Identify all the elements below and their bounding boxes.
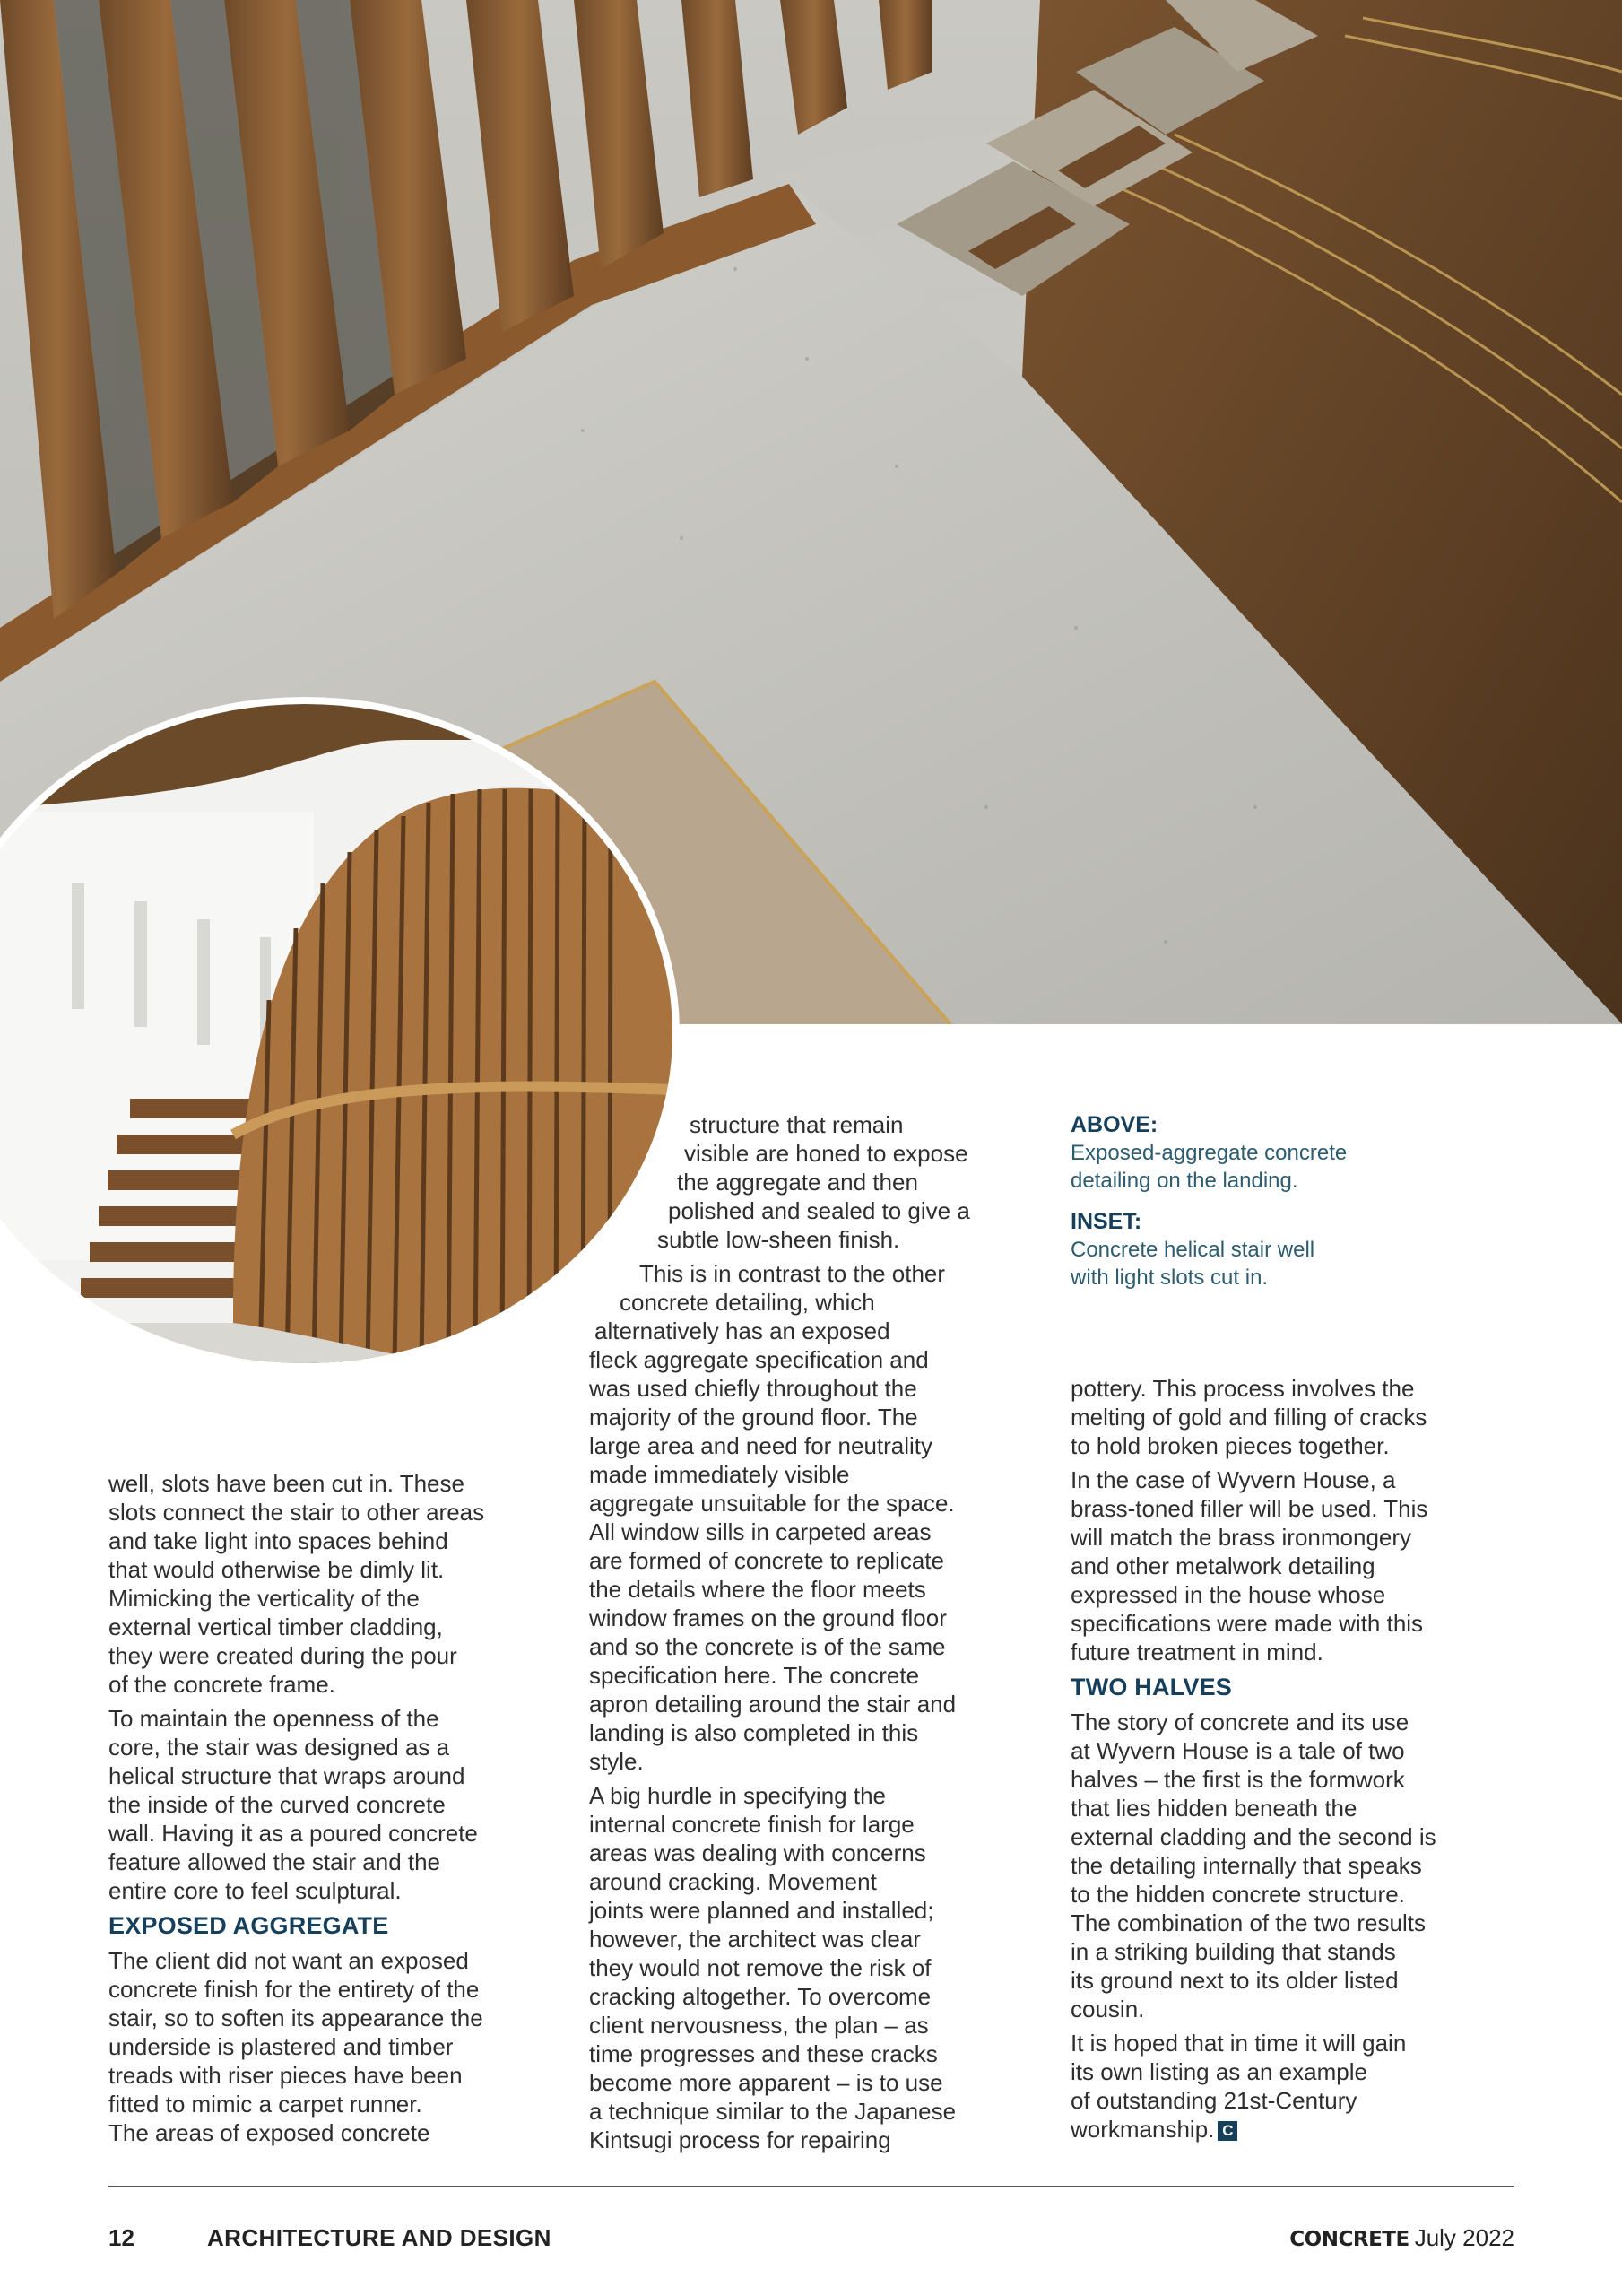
text-line: structure that remain bbox=[690, 1111, 904, 1138]
text-line: in a striking building that stands bbox=[1071, 1938, 1396, 1965]
text-line bbox=[1071, 2115, 1519, 2144]
paragraph bbox=[1071, 1708, 1519, 2023]
text-line: internal concrete finish for large bbox=[589, 1811, 915, 1838]
text-line: landing is also completed in this bbox=[589, 1719, 919, 1746]
text-line: the details where the floor meets bbox=[589, 1576, 926, 1603]
text-line: to hold broken pieces together. bbox=[1071, 1432, 1390, 1459]
paragraph bbox=[1071, 1465, 1519, 1666]
text-line: treads with riser pieces have been bbox=[108, 2062, 463, 2089]
text-line: its ground next to its older listed bbox=[1071, 1967, 1399, 1994]
text-line: specification here. The concrete bbox=[589, 1662, 920, 1689]
article-column-2 bbox=[589, 1110, 1037, 2160]
text-line: that lies hidden beneath the bbox=[1071, 1795, 1357, 1822]
article-column-3 bbox=[1071, 1374, 1519, 2149]
inset-photo bbox=[0, 704, 672, 1363]
text-line: at Wyvern House is a tale of two bbox=[1071, 1737, 1405, 1764]
text-line: halves – the first is the formwork bbox=[1071, 1766, 1405, 1793]
text-line: In the case of Wyvern House, a bbox=[1071, 1466, 1396, 1493]
paragraph bbox=[108, 1469, 557, 1699]
text-line: however, the architect was clear bbox=[589, 1926, 921, 1952]
page-footer bbox=[108, 2221, 1514, 2257]
text-line: cousin. bbox=[1071, 1996, 1145, 2022]
text-line: visible are honed to expose bbox=[684, 1140, 968, 1167]
text-fragment: workmanship. bbox=[1071, 2116, 1215, 2143]
text-line: to the hidden concrete structure. bbox=[1071, 1881, 1405, 1908]
text-line: the inside of the curved concrete bbox=[108, 1791, 446, 1818]
text-line: well, slots have been cut in. These bbox=[108, 1470, 464, 1497]
captions bbox=[1071, 1110, 1483, 1304]
caption-line: with light slots cut in. bbox=[1071, 1265, 1269, 1290]
text-line: fitted to mimic a carpet runner. bbox=[108, 2091, 422, 2118]
text-line: future treatment in mind. bbox=[1071, 1639, 1323, 1665]
text-line: become more apparent – is to use bbox=[589, 2069, 943, 2096]
text-line: made immediately visible bbox=[589, 1461, 850, 1488]
text-line: window frames on the ground floor bbox=[589, 1605, 947, 1631]
text-line: apron detailing around the stair and bbox=[589, 1691, 957, 1718]
text-line: This is in contrast to the other bbox=[639, 1260, 946, 1287]
text-line: stair, so to soften its appearance the bbox=[108, 2005, 483, 2031]
text-line: its own listing as an example bbox=[1071, 2058, 1367, 2085]
text-line: that would otherwise be dimly lit. bbox=[108, 1556, 445, 1583]
paragraph bbox=[589, 1781, 1037, 2154]
paragraph bbox=[1071, 2029, 1519, 2144]
text-line: core, the stair was designed as a bbox=[108, 1734, 450, 1761]
end-of-article-icon: C bbox=[1218, 2121, 1237, 2141]
text-line: of outstanding 21st-Century bbox=[1071, 2087, 1357, 2114]
article-column-1 bbox=[108, 1469, 557, 2152]
magazine-issue bbox=[1289, 2221, 1514, 2257]
caption-inset-heading: INSET: bbox=[1071, 1209, 1142, 1234]
text-line: joints were planned and installed; bbox=[589, 1897, 934, 1924]
text-line: pottery. This process involves the bbox=[1071, 1375, 1415, 1402]
text-line: the detailing internally that speaks bbox=[1071, 1852, 1422, 1879]
text-line: and so the concrete is of the same bbox=[589, 1633, 946, 1660]
helical-stair-illustration bbox=[0, 704, 672, 1363]
text-line: time progresses and these cracks bbox=[589, 2040, 938, 2067]
text-line: feature allowed the stair and the bbox=[108, 1848, 441, 1875]
text-line: concrete finish for the entirety of the bbox=[108, 1976, 480, 2003]
text-line: underside is plastered and timber bbox=[108, 2033, 454, 2060]
text-line: All window sills in carpeted areas bbox=[589, 1518, 932, 1545]
text-line: polished and sealed to give a bbox=[668, 1197, 970, 1224]
text-line: external cladding and the second is bbox=[1071, 1823, 1436, 1850]
text-line: Mimicking the verticality of the bbox=[108, 1585, 420, 1612]
text-line: they were created during the pour bbox=[108, 1642, 457, 1669]
section-name: ARCHITECTURE AND DESIGN bbox=[207, 2224, 551, 2251]
caption-line: Concrete helical stair well bbox=[1071, 1238, 1315, 1262]
paragraph bbox=[108, 1946, 557, 2147]
text-line: was used chiefly throughout the bbox=[589, 1375, 917, 1402]
text-line: alternatively has an exposed bbox=[594, 1318, 890, 1344]
text-line: specifications were made with this bbox=[1071, 1610, 1424, 1637]
text-line: fleck aggregate specification and bbox=[589, 1346, 929, 1373]
text-line: entire core to feel sculptural. bbox=[108, 1877, 402, 1904]
caption-above bbox=[1071, 1110, 1483, 1195]
text-line: The combination of the two results bbox=[1071, 1909, 1426, 1936]
text-line: areas was dealing with concerns bbox=[589, 1839, 926, 1866]
section-heading-exposed-aggregate: EXPOSED AGGREGATE bbox=[108, 1912, 389, 1939]
text-line: large area and need for neutrality bbox=[589, 1432, 933, 1459]
caption-above-heading: ABOVE: bbox=[1071, 1112, 1158, 1137]
text-line: The client did not want an exposed bbox=[108, 1947, 469, 1974]
text-line: external vertical timber cladding, bbox=[108, 1613, 443, 1640]
text-line: and take light into spaces behind bbox=[108, 1527, 448, 1554]
text-line: slots connect the stair to other areas bbox=[108, 1499, 485, 1526]
text-line: expressed in the house whose bbox=[1071, 1581, 1386, 1608]
paragraph bbox=[589, 1110, 1037, 1254]
paragraph bbox=[1071, 1374, 1519, 1460]
text-line: aggregate unsuitable for the space. bbox=[589, 1490, 955, 1517]
magazine-logo: CONCRETE bbox=[1289, 2228, 1409, 2251]
text-line: wall. Having it as a poured concrete bbox=[108, 1820, 478, 1847]
text-line: around cracking. Movement bbox=[589, 1868, 877, 1895]
issue-date: July 2022 bbox=[1414, 2224, 1514, 2251]
caption-line: detailing on the landing. bbox=[1071, 1169, 1298, 1193]
paragraph bbox=[108, 1704, 557, 1905]
text-line: will match the brass ironmongery bbox=[1071, 1524, 1412, 1551]
text-line: subtle low-sheen finish. bbox=[657, 1226, 900, 1253]
text-line: are formed of concrete to replicate bbox=[589, 1547, 944, 1574]
text-line: helical structure that wraps around bbox=[108, 1762, 465, 1789]
text-line: brass-toned filler will be used. This bbox=[1071, 1495, 1428, 1522]
text-line: the aggregate and then bbox=[677, 1169, 918, 1196]
text-line: To maintain the openness of the bbox=[108, 1705, 439, 1732]
caption-inset bbox=[1071, 1207, 1483, 1292]
text-line: A big hurdle in specifying the bbox=[589, 1782, 886, 1809]
text-line: The story of concrete and its use bbox=[1071, 1709, 1409, 1735]
caption-line: Exposed-aggregate concrete bbox=[1071, 1141, 1348, 1165]
text-line: they would not remove the risk of bbox=[589, 1954, 932, 1981]
section-heading-two-halves: TWO HALVES bbox=[1071, 1674, 1232, 1700]
text-line: client nervousness, the plan – as bbox=[589, 2012, 929, 2039]
text-line: Kintsugi process for repairing bbox=[589, 2126, 891, 2153]
text-line: and other metalwork detailing bbox=[1071, 1552, 1375, 1579]
text-line: of the concrete frame. bbox=[108, 1671, 335, 1698]
footer-divider bbox=[108, 2186, 1514, 2187]
text-line: cracking altogether. To overcome bbox=[589, 1983, 932, 2010]
text-line: style. bbox=[589, 1748, 644, 1775]
text-line: a technique similar to the Japanese bbox=[589, 2098, 957, 2125]
text-line: concrete detailing, which bbox=[620, 1289, 875, 1316]
page-number: 12 bbox=[108, 2224, 134, 2251]
text-line: melting of gold and filling of cracks bbox=[1071, 1404, 1427, 1431]
text-line: majority of the ground floor. The bbox=[589, 1404, 918, 1431]
text-line: It is hoped that in time it will gain bbox=[1071, 2030, 1407, 2057]
text-line: The areas of exposed concrete bbox=[108, 2119, 430, 2146]
paragraph bbox=[589, 1259, 1037, 1776]
